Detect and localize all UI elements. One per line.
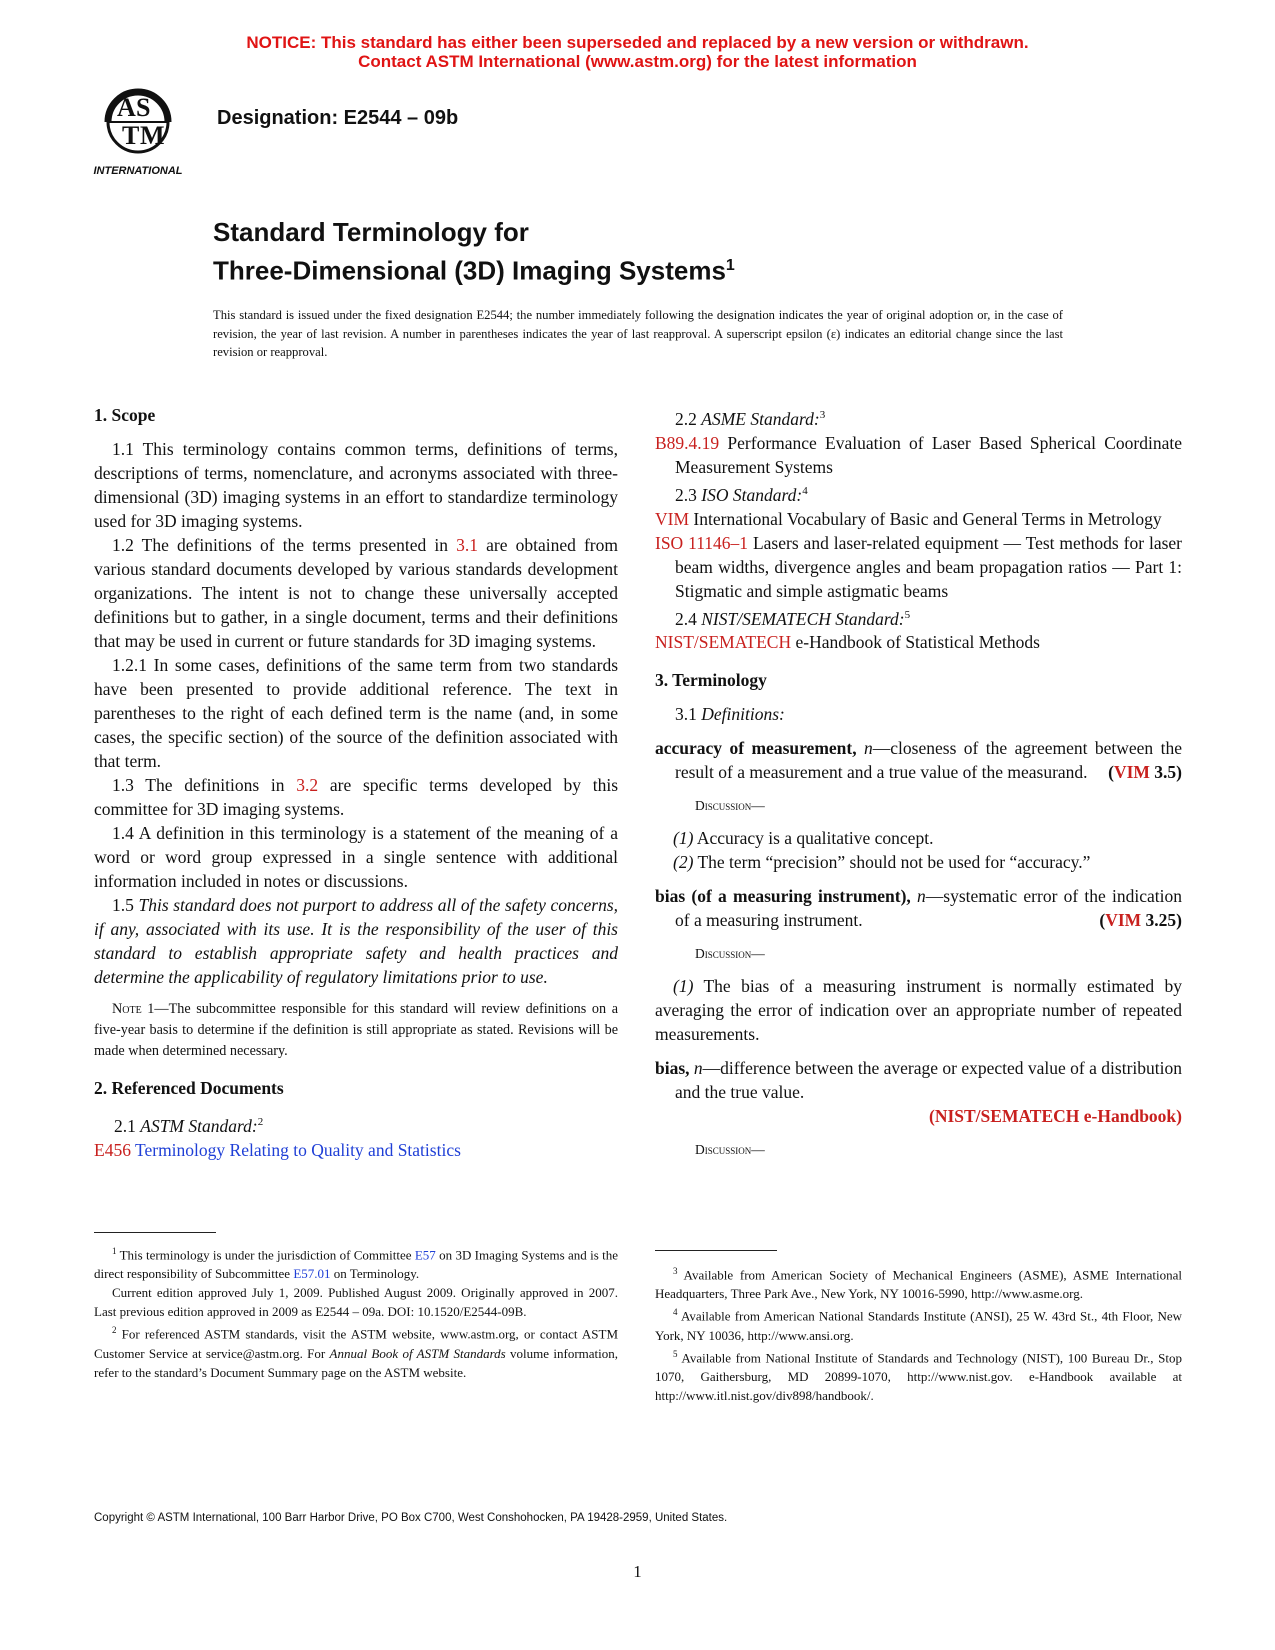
footnote-1: $^1$ This terminology is under the jurisdiction of Committee E57 on 3D Imaging Systems and is the direct responsibility of Subcommittee E57.01 on Terminology. <box>94 1246 618 1282</box>
ref-nist: NIST/SEMATECH e-Handbook of Statistical Methods <box>655 632 1040 653</box>
link-vim-3-5[interactable]: VIM <box>1113 762 1150 783</box>
link-3-2[interactable]: 3.2 <box>296 775 319 795</box>
discussion-label: Discussion— <box>695 946 765 962</box>
link-nist-handbook[interactable]: (NIST/SEMATECH e-Handbook) <box>929 1106 1182 1127</box>
source-vim-3-5: (VIM 3.5) <box>1108 762 1182 783</box>
subsection-2-1: 2.1 ASTM Standard:$^2$ <box>114 1115 264 1136</box>
svg-text:T: T <box>122 121 140 150</box>
footnote-2: $^2$ For referenced ASTM standards, visit the ASTM website, www.astm.org, or contact ASTM Customer Service at service@astm.org. For Annual Book of ASTM Standards volume information, refer to the standard’s Document Summary page on the ASTM website. <box>94 1325 619 1380</box>
copyright: Copyright © ASTM International, 100 Barr Harbor Drive, PO Box C700, West Conshohocken, PA 19428-2959, United States. <box>94 1512 728 1524</box>
link-3-1[interactable]: 3.1 <box>456 535 478 555</box>
superseded-notice <box>0 33 1275 71</box>
right-column <box>655 403 1182 1170</box>
page-title <box>213 215 735 288</box>
title-line-2: Three-Dimensional (3D) Imaging Systems <box>213 255 726 286</box>
ref-e456 <box>94 1138 618 1162</box>
subsection-3-1: 3.1 Definitions: <box>675 704 785 725</box>
ref-iso: ISO 11146–1 Lasers and laser-related equipment — Test methods for laser beam widths, divergence angles and beam propagation ratios — Part 1: Stigmatic and simple astigmatic beams <box>655 532 1182 601</box>
left-column <box>94 403 618 1162</box>
source-nist-handbook <box>655 1104 1182 1128</box>
svg-text:A: A <box>117 93 136 122</box>
svg-text:M: M <box>140 121 165 150</box>
discussion-accuracy-1: (1) Accuracy is a qualitative concept. <box>673 828 934 849</box>
footnote-rule-right <box>655 1250 777 1251</box>
term-bias: bias, n—difference between the average or expected value of a distribution and the true value. <box>655 1058 1182 1103</box>
issuance-statement: This standard is issued under the fixed designation E2544; the number immediately following the designation indicates the year of original adoption or, in the case of revision, the year of last revision. A number in parentheses indicates the year of last reapproval. A superscript epsilon (ε) indicates an editorial change since the last revision or reapproval. <box>213 308 1063 359</box>
link-nist[interactable]: NIST/SEMATECH <box>655 632 792 653</box>
title-line-1: Standard Terminology for <box>213 217 529 247</box>
term-bias-instrument: bias (of a measuring instrument), n—systematic error of the indication of a measuring instrument. (VIM 3.25) <box>655 886 1183 931</box>
link-e57-01[interactable]: E57.01 <box>293 1266 331 1282</box>
title-footnote-mark: 1 <box>725 257 735 274</box>
ref-b89: B89.4.19 Performance Evaluation of Laser Based Spherical Coordinate Measurement Systems <box>655 432 1182 477</box>
link-vim[interactable]: VIM <box>655 508 690 529</box>
astm-logo <box>78 86 198 182</box>
para-1-3: 1.3 The definitions in 3.2 are specific terms developed by this committee for 3D imaging systems. <box>94 775 618 819</box>
footnote-1-edition: Current edition approved July 1, 2009. Published August 2009. Originally approved in 2007. Last previous edition approved in 2009 as E2544 – 09a. DOI: 10.1520/E2544-09B. <box>94 1285 618 1320</box>
link-e57[interactable]: E57 <box>414 1247 436 1263</box>
subsection-2-4: 2.4 NIST/SEMATECH Standard:$^5$ <box>675 608 911 629</box>
footnotes-right <box>655 1262 1182 1405</box>
discussion-accuracy-2: (2) The term “precision” should not be used for “accuracy.” <box>673 852 1091 873</box>
link-e456[interactable]: E456 <box>94 1139 131 1160</box>
astm-logo-icon <box>78 86 198 182</box>
term-accuracy: accuracy of measurement, n—closeness of the agreement between the result of a measurement and a true value of the measurand. (VIM 3.5) <box>655 738 1182 783</box>
link-iso[interactable]: ISO 11146–1 <box>655 532 749 553</box>
subsection-2-3: 2.3 ISO Standard:$^4$ <box>675 484 808 505</box>
source-vim-3-25: (VIM 3.25) <box>1099 910 1182 931</box>
notice-line-1: NOTICE: This standard has either been superseded and replaced by a new version or withdrawn. <box>246 33 1029 52</box>
section-2-heading: 2. Referenced Documents <box>94 1078 284 1098</box>
link-vim-3-25[interactable]: VIM <box>1105 910 1142 931</box>
para-1-5: 1.5 This standard does not purport to address all of the safety concerns, if any, associated with its use. It is the responsibility of the user of this standard to establish appropriate safety and health practices and determine the applicability of regulatory limitations prior to use. <box>94 895 619 987</box>
discussion-label: Discussion— <box>695 1142 765 1158</box>
para-1-4: 1.4 A definition in this terminology is a statement of the meaning of a word or word group expressed in a single sentence with additional information included in notes or discussions. <box>94 823 618 891</box>
discussion-bias-1: (1) The bias of a measuring instrument is normally estimated by averaging the error of indication over an appropriate number of repeated measurements. <box>655 976 1182 1045</box>
designation: Designation: E2544 – 09b <box>217 107 459 129</box>
discussion-label: Discussion— <box>695 798 765 814</box>
footnotes-left <box>94 1242 618 1382</box>
link-b89[interactable]: B89.4.19 <box>655 432 720 453</box>
footnote-4: $^4$ Available from American National Standards Institute (ANSI), 25 W. 43rd St., 4th Floor, New York, NY 10036, http://www.ansi.org. <box>655 1307 1182 1343</box>
page-number: 1 <box>633 1562 642 1581</box>
para-1-2: 1.2 The definitions of the terms presented in 3.1 are obtained from various standard documents developed by various standards development organizations. The intent is not to change these universally accepted definitions but to gather, in a single document, terms and their definitions that may be used in current or future standards for 3D imaging systems. <box>94 535 618 651</box>
section-1-heading: 1. Scope <box>94 405 156 425</box>
footnote-5: $^5$ Available from National Institute of Standards and Technology (NIST), 100 Bureau Dr., Stop 1070, Gaithersburg, MD 20899-1070, http://www.nist.gov. e-Handbook available at http://www.itl.nist.gov/div898/handbook/. <box>655 1348 1182 1403</box>
para-1-1: 1.1 This terminology contains common terms, definitions of terms, descriptions of terms, nomenclature, and acronyms associated with three-dimensional (3D) imaging systems in an effort to standardize terminology used for 3D imaging systems. <box>94 439 618 531</box>
notice-line-2: Contact ASTM International (www.astm.org) for the latest information <box>358 52 917 71</box>
para-1-2-1: 1.2.1 In some cases, definitions of the same term from two standards have been presented to provide additional reference. The text in parentheses to the right of each defined term is the name (and, in some cases, the specific section) of the source of the definition associated with that term. <box>94 655 618 771</box>
link-e456-title[interactable]: Terminology Relating to Quality and Statistics <box>130 1139 461 1160</box>
section-3-heading: 3. Terminology <box>655 670 767 691</box>
svg-text:INTERNATIONAL: INTERNATIONAL <box>93 165 183 177</box>
footnote-rule-left <box>94 1232 216 1233</box>
subsection-2-2: 2.2 ASME Standard:$^3$ <box>675 408 826 429</box>
ref-vim: VIM International Vocabulary of Basic and General Terms in Metrology <box>655 508 1162 529</box>
svg-text:S: S <box>136 93 151 122</box>
note-1: Note 1—The subcommittee responsible for this standard will review definitions on a five-year basis to determine if the definition is still appropriate as stated. Revisions will be made when determined necessary. <box>94 1001 618 1059</box>
footnote-3: $^3$ Available from American Society of Mechanical Engineers (ASME), ASME International Headquarters, Three Park Ave., New York, NY 10016-5990, http://www.asme.org. <box>655 1266 1182 1302</box>
